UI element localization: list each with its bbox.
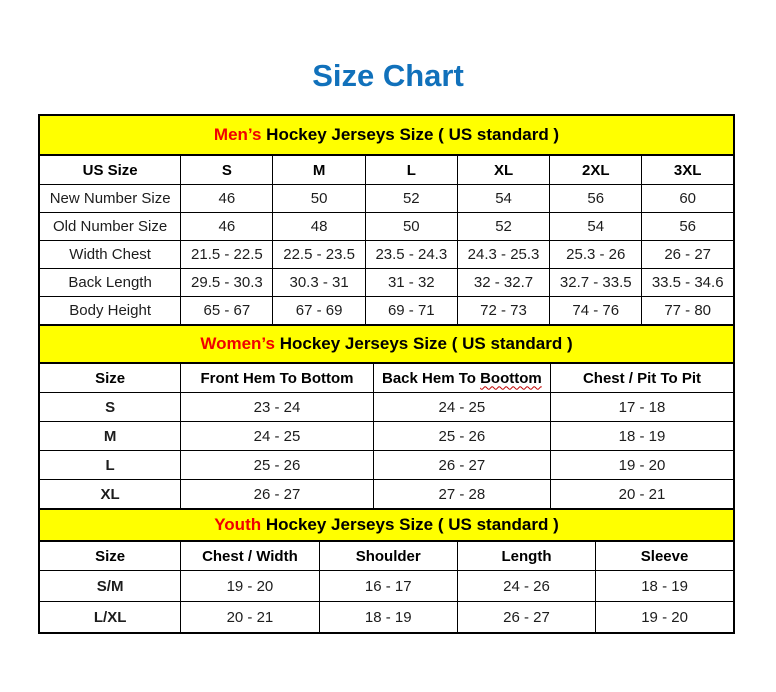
table-cell: 26 - 27 [373,451,550,480]
column-header: Size [39,363,181,393]
row-label: Back Length [39,269,181,297]
table-row [39,451,734,480]
section-banner [39,509,734,541]
table-cell: 52 [365,185,457,213]
section-banner-row [39,325,734,363]
table-cell: 54 [550,213,642,241]
section-banner-row [39,115,734,155]
column-header-row [39,541,734,571]
table-cell: 48 [273,213,365,241]
table-row [39,241,734,269]
column-header-row [39,363,734,393]
banner-highlight-word: Women’s [200,334,275,353]
column-header: US Size [39,155,181,185]
table-cell: 32 - 32.7 [457,269,549,297]
section-banner [39,325,734,363]
column-header: Chest / Pit To Pit [550,363,734,393]
table-cell: 31 - 32 [365,269,457,297]
table-cell: 50 [273,185,365,213]
table-cell: 56 [550,185,642,213]
table-cell: 25 - 26 [373,422,550,451]
column-header: M [273,155,365,185]
row-label: New Number Size [39,185,181,213]
table-cell: 32.7 - 33.5 [550,269,642,297]
table-cell: 22.5 - 23.5 [273,241,365,269]
row-label: Old Number Size [39,213,181,241]
column-header: 3XL [642,155,734,185]
table-cell: 24 - 26 [457,571,595,602]
column-header-row [39,155,734,185]
table-cell: 65 - 67 [181,297,273,326]
table-cell: 27 - 28 [373,480,550,510]
table-cell: 20 - 21 [181,602,319,634]
column-header: L [365,155,457,185]
column-header: Chest / Width [181,541,319,571]
table-cell: 24.3 - 25.3 [457,241,549,269]
table-cell: 25.3 - 26 [550,241,642,269]
table-cell: 16 - 17 [319,571,457,602]
table-cell: 17 - 18 [550,393,734,422]
table-cell: 18 - 19 [319,602,457,634]
table-cell: 19 - 20 [181,571,319,602]
column-header: XL [457,155,549,185]
size-tables-container [38,114,735,634]
table-row [39,269,734,297]
table-row [39,393,734,422]
table-cell: 74 - 76 [550,297,642,326]
table-cell: 72 - 73 [457,297,549,326]
table-row [39,602,734,634]
table-row [39,185,734,213]
table-cell: 77 - 80 [642,297,734,326]
table-cell: 33.5 - 34.6 [642,269,734,297]
size-table-womens [38,324,735,510]
column-header: Shoulder [319,541,457,571]
table-row [39,297,734,326]
table-cell: 18 - 19 [550,422,734,451]
row-label: Body Height [39,297,181,326]
banner-text: Hockey Jerseys Size ( US standard ) [274,334,573,353]
table-row [39,480,734,510]
column-header: Sleeve [596,541,734,571]
table-cell: 52 [457,213,549,241]
banner-highlight-word: Men’s [213,125,262,144]
row-label: L [39,451,181,480]
table-cell: 21.5 - 22.5 [181,241,273,269]
section-banner [39,115,734,155]
table-row [39,571,734,602]
table-cell: 69 - 71 [365,297,457,326]
misspelled-word: Boottom [480,369,542,387]
column-header: S [181,155,273,185]
table-cell: 30.3 - 31 [273,269,365,297]
row-label: S/M [39,571,181,602]
table-cell: 50 [365,213,457,241]
size-table-mens [38,114,735,326]
table-cell: 67 - 69 [273,297,365,326]
table-cell: 54 [457,185,549,213]
table-cell: 56 [642,213,734,241]
table-cell: 20 - 21 [550,480,734,510]
table-cell: 18 - 19 [596,571,734,602]
table-cell: 23 - 24 [181,393,374,422]
table-cell: 46 [181,213,273,241]
row-label: S [39,393,181,422]
page-title: Size Chart [312,58,464,93]
row-label: L/XL [39,602,181,634]
column-header: Size [39,541,181,571]
table-row [39,422,734,451]
table-cell: 19 - 20 [596,602,734,634]
table-cell: 26 - 27 [642,241,734,269]
table-cell: 26 - 27 [181,480,374,510]
table-cell: 26 - 27 [457,602,595,634]
banner-highlight-word: Youth [214,515,262,534]
table-cell: 46 [181,185,273,213]
column-header: Length [457,541,595,571]
size-table-youth [38,508,735,634]
column-header: Front Hem To Bottom [181,363,374,393]
banner-text: Hockey Jerseys Size ( US standard ) [261,125,560,144]
table-cell: 29.5 - 30.3 [181,269,273,297]
table-cell: 25 - 26 [181,451,374,480]
table-cell: 23.5 - 24.3 [365,241,457,269]
column-header: 2XL [550,155,642,185]
table-cell: 24 - 25 [181,422,374,451]
table-cell: 19 - 20 [550,451,734,480]
row-label: XL [39,480,181,510]
row-label: Width Chest [39,241,181,269]
row-label: M [39,422,181,451]
banner-text: Hockey Jerseys Size ( US standard ) [261,515,559,534]
table-cell: 24 - 25 [373,393,550,422]
column-header: Back Hem To Boottom [373,363,550,393]
section-banner-row [39,509,734,541]
table-cell: 60 [642,185,734,213]
table-row [39,213,734,241]
